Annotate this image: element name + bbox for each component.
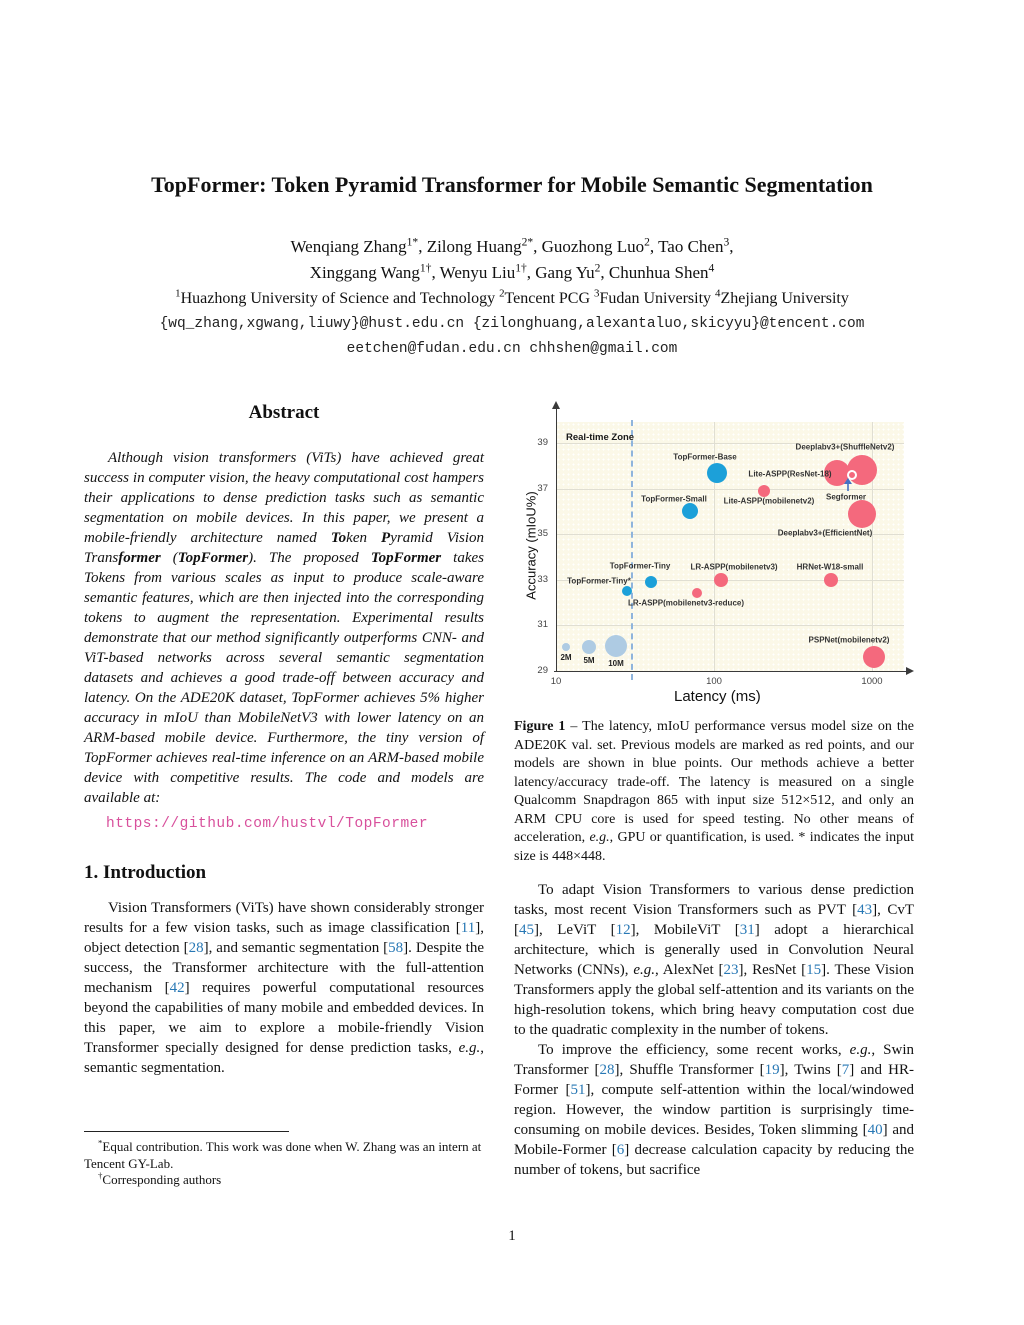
right-paragraph-1: To adapt Vision Transformers to various dense prediction tasks, most recent Vision Transformers such as PVT [43], CvT [45], LeViT [12], MobileViT [31] adopt a hierarchical architecture, which is generally used in Convolution Neural Networks (CNNs), e.g., AlexNet [23], ResNet [15]. These Vision Transformers apply the global self-attention and its variants on the high-resolution tokens, which bring heavy computation cost due to the quadratic complexity in the number of tokens. <box>514 882 915 1038</box>
citation-link[interactable]: 23 <box>723 962 739 978</box>
gridline-y-31 <box>556 625 904 626</box>
point-topformer-tiny- <box>622 586 632 596</box>
affiliations: $^1$Huazhong University of Science and Technology $^2$Tencent PCG $^3$Fudan University $^4$Zhejiang University <box>175 287 849 307</box>
point-label-topformer-tiny-: TopFormer-Tiny* <box>567 576 631 586</box>
y-tick-29: 29 <box>537 665 548 676</box>
citation-link[interactable]: 43 <box>857 902 873 918</box>
point-deeplabv3-efficientnet- <box>848 500 876 528</box>
x-tick-100: 100 <box>706 676 722 687</box>
citation-link[interactable]: 11 <box>460 920 476 936</box>
realtime-zone-label: Real-time Zone <box>566 432 635 443</box>
citation-link[interactable]: 28 <box>188 940 204 956</box>
point-label-lite-aspp-mobilenetv2-: Lite-ASPP(mobilenetv2) <box>723 496 815 506</box>
citation-link[interactable]: 7 <box>841 1062 850 1078</box>
citation-link[interactable]: 15 <box>806 962 822 978</box>
legend-label-10M: 10M <box>608 659 624 668</box>
legend-label-2M: 2M <box>560 653 572 662</box>
footnote-rule <box>84 1131 289 1132</box>
page-number: 1 <box>508 1228 516 1244</box>
citation-link[interactable]: 6 <box>616 1142 625 1158</box>
legend-bubble-10M <box>605 635 627 657</box>
y-axis-title: Accuracy (mIoU%) <box>523 491 539 600</box>
point-lr-aspp-mobilenetv3- <box>714 573 728 587</box>
x-axis-title: Latency (ms) <box>674 688 761 705</box>
citation-link[interactable]: 12 <box>615 922 631 938</box>
citation-link[interactable]: 51 <box>570 1082 586 1098</box>
y-tick-37: 37 <box>537 482 548 494</box>
introduction-paragraph: Vision Transformers (ViTs) have shown considerably stronger results for a few vision tasks, such as image classification [11], object detection [28], and semantic segmentation [58]. Despite the success, the Transformer architecture with the full-attention mechanism [42] requires powerful computational resources beyond the capabilities of many mobile and embedded devices. In this paper, we aim to explore a mobile-friendly Vision Transformer specially designed for dense prediction tasks, e.g., semantic segmentation. <box>84 900 485 1076</box>
point-label-lr-aspp-mobilenetv3-reduce-: LR-ASPP(mobilenetv3-reduce) <box>627 598 745 608</box>
point-label-topformer-tiny: TopFormer-Tiny <box>609 561 671 571</box>
y-axis <box>556 408 557 672</box>
point-label-deeplabv3-shufflenetv2-: Deeplabv3+(ShuffleNetv2) <box>795 442 895 452</box>
point-label-pspnet-mobilenetv2-: PSPNet(mobilenetv2) <box>808 635 890 645</box>
footnote-equal-contribution: *Equal contribution. This work was done when W. Zhang was an intern at Tencent GY-Lab. <box>84 1137 482 1171</box>
point-label-lr-aspp-mobilenetv3-: LR-ASPP(mobilenetv3) <box>690 562 778 572</box>
y-tick-39: 39 <box>537 437 548 448</box>
section-heading-introduction: 1. Introduction <box>84 862 207 883</box>
footnote-block <box>84 1131 484 1189</box>
emails-line-2: eetchen@fudan.edu.cn chhshen@gmail.com <box>346 341 678 357</box>
y-tick-31: 31 <box>537 619 548 631</box>
right-column <box>514 404 914 1180</box>
point-label-hrnet-w18-small: HRNet-W18-small <box>796 562 864 572</box>
legend-label-5M: 5M <box>583 656 595 665</box>
point-topformer-base <box>707 463 727 483</box>
point-lite-aspp-mobilenetv2- <box>758 485 770 497</box>
authors-line-1: Wenqiang Zhang$^{1*}$, Zilong Huang$^{2*}$, Guozhong Luo$^2$, Tao Chen$^3$, <box>290 235 734 256</box>
citation-link[interactable]: 19 <box>764 1062 780 1078</box>
point-label-deeplabv3-efficientnet-: Deeplabv3+(EfficientNet) <box>777 528 873 538</box>
left-column <box>84 402 484 1078</box>
paper-title: TopFormer: Token Pyramid Transformer for Mobile Semantic Segmentation <box>151 172 873 197</box>
citation-link[interactable]: 31 <box>739 922 755 938</box>
point-hrnet-w18-small <box>824 573 838 587</box>
segformer-arrow-icon <box>843 478 853 492</box>
y-axis-arrow <box>552 401 560 409</box>
x-axis-arrow <box>906 667 914 675</box>
abstract-heading: Abstract <box>248 402 320 423</box>
code-repository-link[interactable]: https://github.com/hustvl/TopFormer <box>106 816 429 832</box>
point-label-topformer-base: TopFormer-Base <box>673 452 737 462</box>
y-tick-35: 35 <box>537 528 548 540</box>
x-tick-10: 10 <box>550 676 562 687</box>
figure-1-chart <box>514 404 944 704</box>
authors-line-2: Xinggang Wang$^{1\dagger}$, Wenyu Liu$^{1\dagger}$, Gang Yu$^2$, Chunhua Shen$^4$ <box>309 261 715 282</box>
legend-bubble-2M <box>562 643 570 651</box>
citation-link[interactable]: 28 <box>599 1062 615 1078</box>
point-label-topformer-small: TopFormer-Small <box>641 494 707 504</box>
realtime-zone-line <box>631 420 633 680</box>
x-tick-1000: 1000 <box>861 676 883 687</box>
figure-1-caption: Figure 1 – The latency, mIoU performance versus model size on the ADE20K val. set. Previous models are marked as red points, and our models are shown in blue points. Our methods achieve a better latency/accuracy trade-off. The latency is measured on a single Qualcomm Snapdragon 865 with input size 512×512, and only an ARM CPU core is used for speed testing. No other means of acceleration, e.g., GPU or quantification, is used. * indicates the input size is 448×448. <box>514 719 915 864</box>
right-paragraph-2: To improve the efficiency, some recent works, e.g., Swin Transformer [28], Shuffle Transformer [19], Twins [7] and HR-Former [51], compute self-attention within the local/windowed region. However, the window partition is surprisingly time-consuming on mobile devices. Besides, Token slimming [40] and Mobile-Former [6] decrease calculation capacity by reducing the number of tokens, but sacrifice <box>514 1042 915 1178</box>
y-tick-33: 33 <box>537 573 548 585</box>
x-axis <box>554 671 908 672</box>
citation-link[interactable]: 58 <box>388 940 404 956</box>
point-label-lite-aspp-resnet-18-: Lite-ASPP(ResNet-18) <box>748 469 832 479</box>
citation-link[interactable]: 45 <box>519 922 534 938</box>
legend-bubble-5M <box>582 640 596 654</box>
emails-line-1: {wq_zhang,xgwang,liuwy}@hust.edu.cn {zilonghuang,alexantaluo,skicyyu}@tencent.com <box>159 316 865 332</box>
citation-link[interactable]: 40 <box>867 1122 883 1138</box>
footnote-corresponding-authors: †Corresponding authors <box>98 1170 222 1187</box>
abstract-text: Although vision transformers (ViTs) have achieved great success in computer vision, the heavy computational cost hampers their applications to dense prediction tasks such as semantic segmentation on mobile devices. In this paper, we present a mobile-friendly architecture named Token Pyramid Vision Transformer (TopFormer). The proposed TopFormer takes Tokens from various scales as input to produce scale-aware semantic features, which are then injected into the corresponding tokens to augment the representation. Experimental results demonstrate that our method significantly outperforms CNN- and ViT-based networks across several semantic segmentation datasets and achieves a good trade-off between accuracy and latency. On the ADE20K dataset, TopFormer achieves 5% higher accuracy in mIoU than MobileNetV3 with lower latency on an ARM-based mobile device. Furthermore, the tiny version of TopFormer achieves real-time inference on an ARM-based mobile device with competitive results. The code and models are available at: <box>84 450 484 806</box>
point-label-segformer: Segformer <box>825 492 867 502</box>
citation-link[interactable]: 42 <box>169 980 185 996</box>
